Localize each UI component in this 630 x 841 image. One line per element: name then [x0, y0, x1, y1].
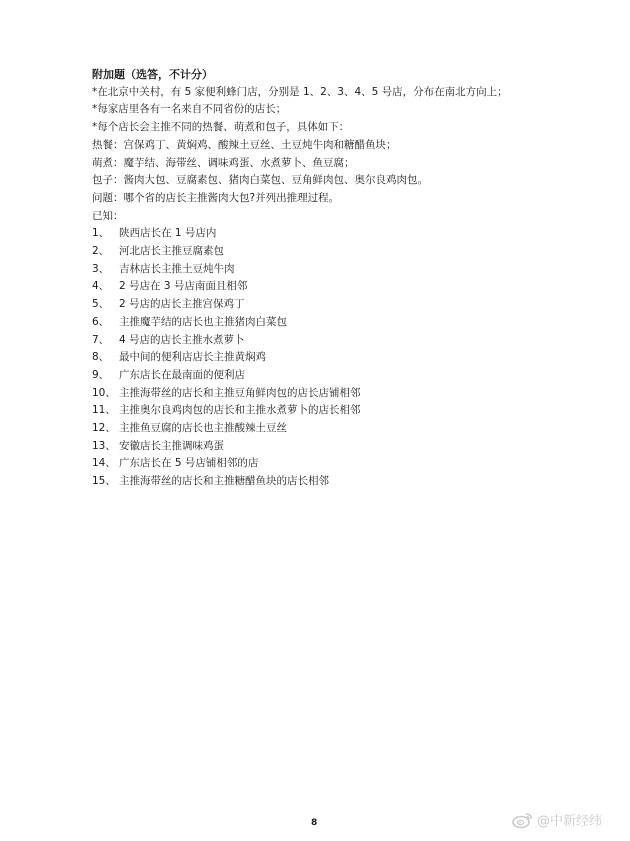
clue-item	[92, 261, 562, 279]
intro-line: 热餐：宫保鸡丁、黄焖鸡、酸辣土豆丝、土豆炖牛肉和糖醋鱼块；	[92, 138, 397, 151]
page-number: 8	[311, 818, 318, 828]
document-content	[92, 66, 562, 491]
question-line: 问题：哪个省的店长主推酱肉大包?并列出推理过程。	[92, 191, 340, 204]
intro-line: *在北京中关村，有 5 家便利蜂门店，分别是 1、2、3、4、5 号店，分布在南北方向上；	[92, 85, 508, 98]
intro-line: *每个店长会主推不同的热餐、萌煮和包子，具体如下：	[92, 121, 350, 134]
clue-number: 4、	[92, 280, 110, 293]
clue-item	[92, 473, 562, 491]
clue-item	[92, 225, 562, 243]
weibo-icon	[512, 811, 534, 829]
clue-text: 广东店长在 5 号店铺相邻的店	[119, 457, 259, 470]
clue-text: 4 号店的店长主推水煮萝卜	[119, 333, 245, 346]
clue-text: 广东店长在最南面的便利店	[119, 368, 245, 381]
clue-number: 2、	[92, 245, 110, 258]
known-heading: 已知：	[92, 209, 124, 222]
clue-number: 1、	[92, 227, 110, 240]
clue-text: 主推奥尔良鸡肉包的店长和主推水煮萝卜的店长相邻	[119, 404, 361, 417]
clue-item	[92, 367, 562, 385]
clue-text: 2 号店的店长主推宫保鸡丁	[119, 298, 245, 311]
clue-number: 12、	[92, 422, 116, 435]
clue-item	[92, 243, 562, 261]
clue-number: 15、	[92, 475, 116, 488]
intro-line: 包子：酱肉大包、豆腐素包、猪肉白菜包、豆角鲜肉包、奥尔良鸡肉包。	[92, 174, 428, 187]
clue-item	[92, 385, 562, 403]
clue-item	[92, 420, 562, 438]
clue-text: 主推海带丝的店长和主推糖醋鱼块的店长相邻	[119, 475, 329, 488]
clue-item	[92, 314, 562, 332]
clue-number: 10、	[92, 386, 116, 399]
intro-line: *每家店里各有一名来自不同省份的店长；	[92, 103, 287, 116]
clue-number: 9、	[92, 368, 110, 381]
clue-number: 8、	[92, 351, 110, 364]
clue-text: 2 号店在 3 号店南面且相邻	[119, 280, 248, 293]
clue-item	[92, 455, 562, 473]
watermark-text: @中新经纬	[537, 814, 603, 829]
document-title: 附加题（选答，不计分）	[92, 68, 213, 81]
intro-line: 萌煮：魔芋结、海带丝、调味鸡蛋、水煮萝卜、鱼豆腐；	[92, 156, 355, 169]
clue-text: 主推魔芋结的店长也主推猪肉白菜包	[119, 315, 287, 328]
clue-number: 11、	[92, 404, 116, 417]
clue-item	[92, 438, 562, 456]
clue-text: 陕西店长在 1 号店内	[119, 227, 217, 240]
clue-number: 13、	[92, 439, 116, 452]
clue-text: 最中间的便利店店长主推黄焖鸡	[119, 351, 266, 364]
clue-text: 主推海带丝的店长和主推豆角鲜肉包的店长店铺相邻	[119, 386, 361, 399]
clue-text: 吉林店长主推土豆炖牛肉	[119, 262, 235, 275]
clue-item	[92, 402, 562, 420]
clue-text: 主推鱼豆腐的店长也主推酸辣土豆丝	[119, 422, 287, 435]
clue-text: 河北店长主推豆腐素包	[119, 245, 224, 258]
clue-text: 安徽店长主推调味鸡蛋	[119, 439, 224, 452]
clue-number: 5、	[92, 298, 110, 311]
clue-number: 3、	[92, 262, 110, 275]
clue-item	[92, 332, 562, 350]
clue-number: 6、	[92, 315, 110, 328]
clue-item	[92, 278, 562, 296]
clue-item	[92, 296, 562, 314]
clue-number: 14、	[92, 457, 116, 470]
clue-item	[92, 349, 562, 367]
clue-number: 7、	[92, 333, 110, 346]
watermark	[512, 810, 602, 829]
